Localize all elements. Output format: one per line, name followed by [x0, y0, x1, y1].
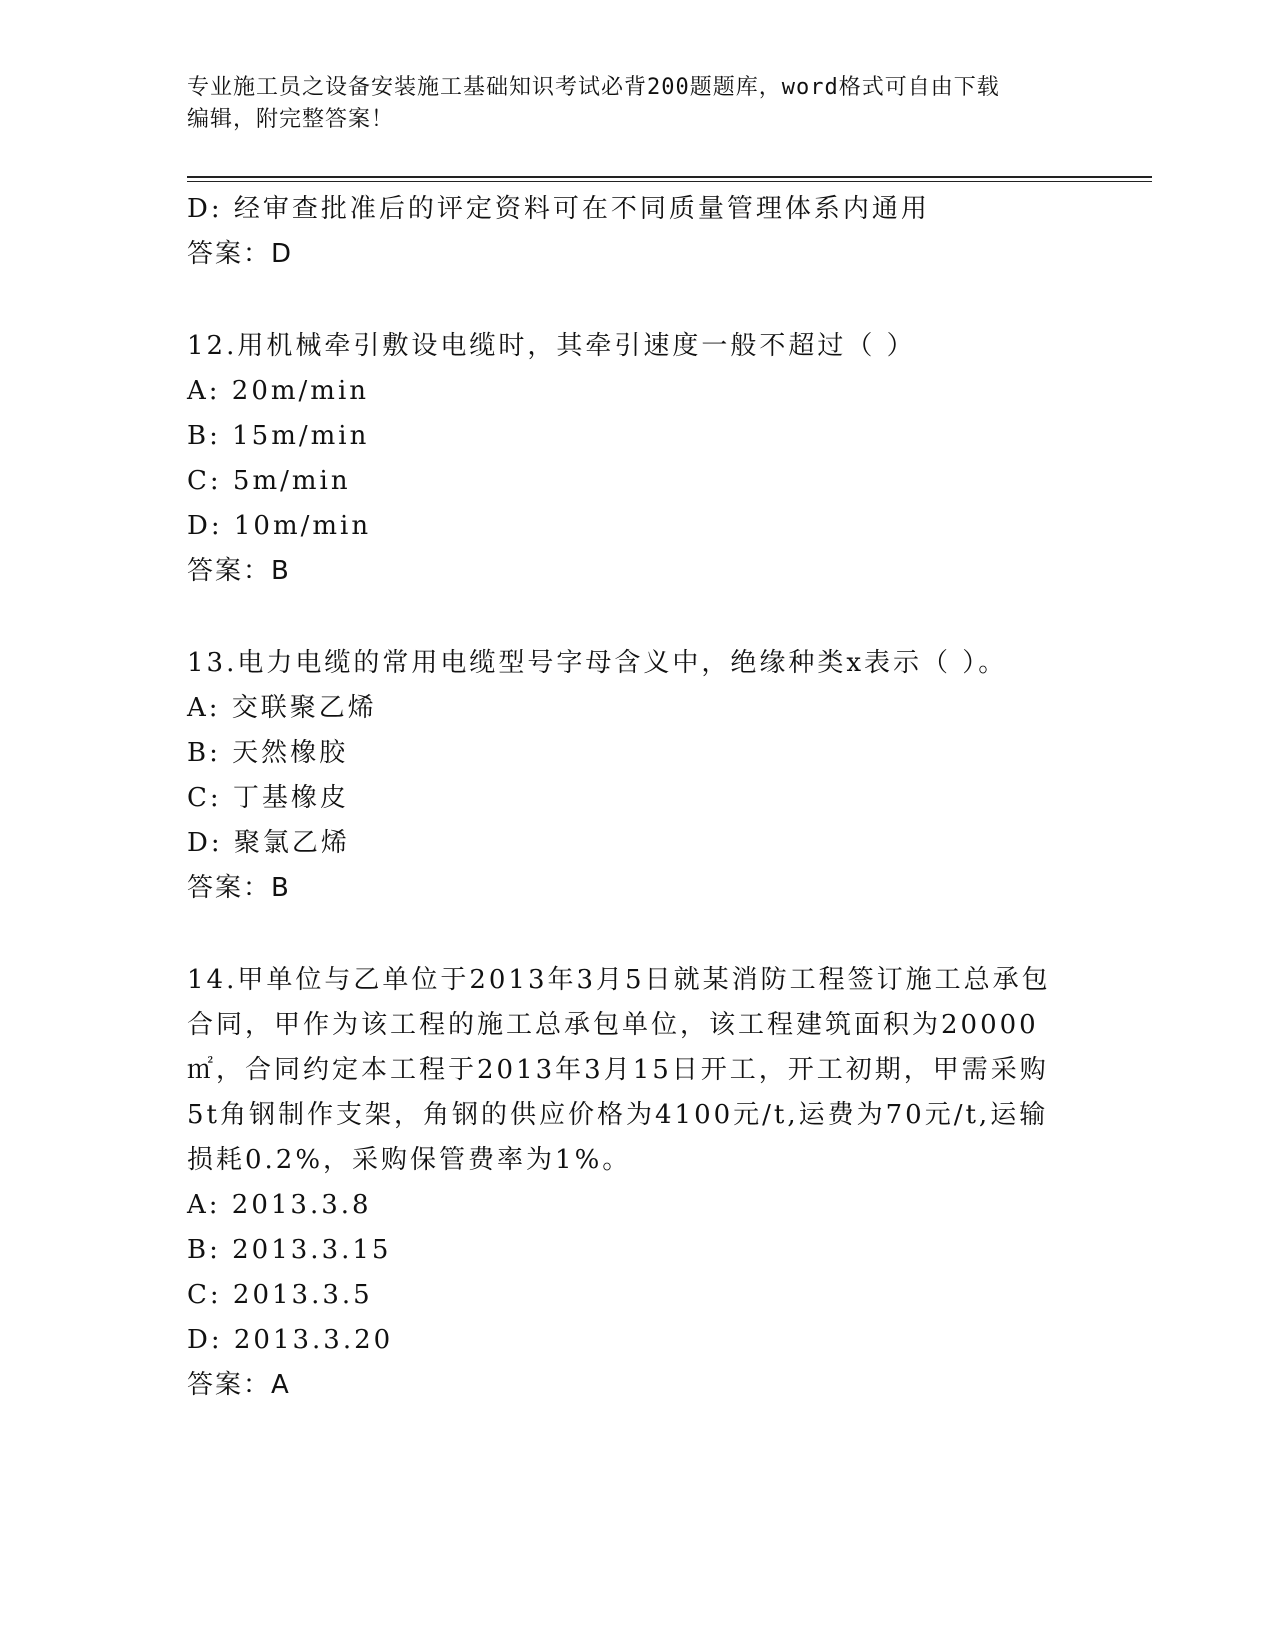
question-text: 12.用机械牵引敷设电缆时，其牵引速度一般不超过（ ） [187, 331, 916, 361]
answer: 答案：B [187, 556, 291, 586]
header-rule-thin [187, 181, 1152, 182]
question-12 [187, 324, 1087, 594]
question-text: 14.甲单位与乙单位于2013年3月5日就某消防工程签订施工总承包合同，甲作为该工程的施工总承包单位，该工程建筑面积为20000㎡，合同约定本工程于2013年3月15日开工，开工初期，甲需采购5t角钢制作支架，角钢的供应价格为4100元/t,运费为70元/t,运输损耗0.2%，采购保管费率为1%。 [187, 965, 1051, 1175]
answer: 答案：B [187, 873, 291, 903]
option-a: A: 2013.3.8 [187, 1190, 372, 1220]
option-d: D: 2013.3.20 [187, 1325, 394, 1355]
header-line-1: 专业施工员之设备安装施工基础知识考试必背200题题库，word格式可自由下载 [187, 75, 1000, 100]
option-a: A: 交联聚乙烯 [187, 693, 377, 723]
option-b: B: 15m/min [187, 421, 370, 451]
option-a: A: 20m/min [187, 376, 370, 406]
option-d: D: 10m/min [187, 511, 372, 541]
carry-option-d: D: 经审查批准后的评定资料可在不同质量管理体系内通用 [187, 194, 930, 224]
option-d: D: 聚氯乙烯 [187, 828, 350, 858]
carry-answer: 答案：D [187, 239, 294, 269]
option-c: C: 5m/min [187, 466, 351, 496]
header-rule-thick [187, 176, 1152, 178]
header-line-2: 编辑，附完整答案！ [187, 107, 395, 132]
document-body [187, 187, 1087, 1408]
question-text: 13.电力电缆的常用电缆型号字母含义中，绝缘种类x表示（ ）。 [187, 648, 1008, 678]
option-b: B: 2013.3.15 [187, 1235, 392, 1265]
document-header [187, 72, 1087, 136]
option-c: C: 2013.3.5 [187, 1280, 373, 1310]
answer: 答案：A [187, 1370, 291, 1400]
option-b: B: 天然橡胶 [187, 738, 349, 768]
question-13 [187, 641, 1087, 911]
option-c: C: 丁基橡皮 [187, 783, 349, 813]
question-14 [187, 958, 1087, 1408]
